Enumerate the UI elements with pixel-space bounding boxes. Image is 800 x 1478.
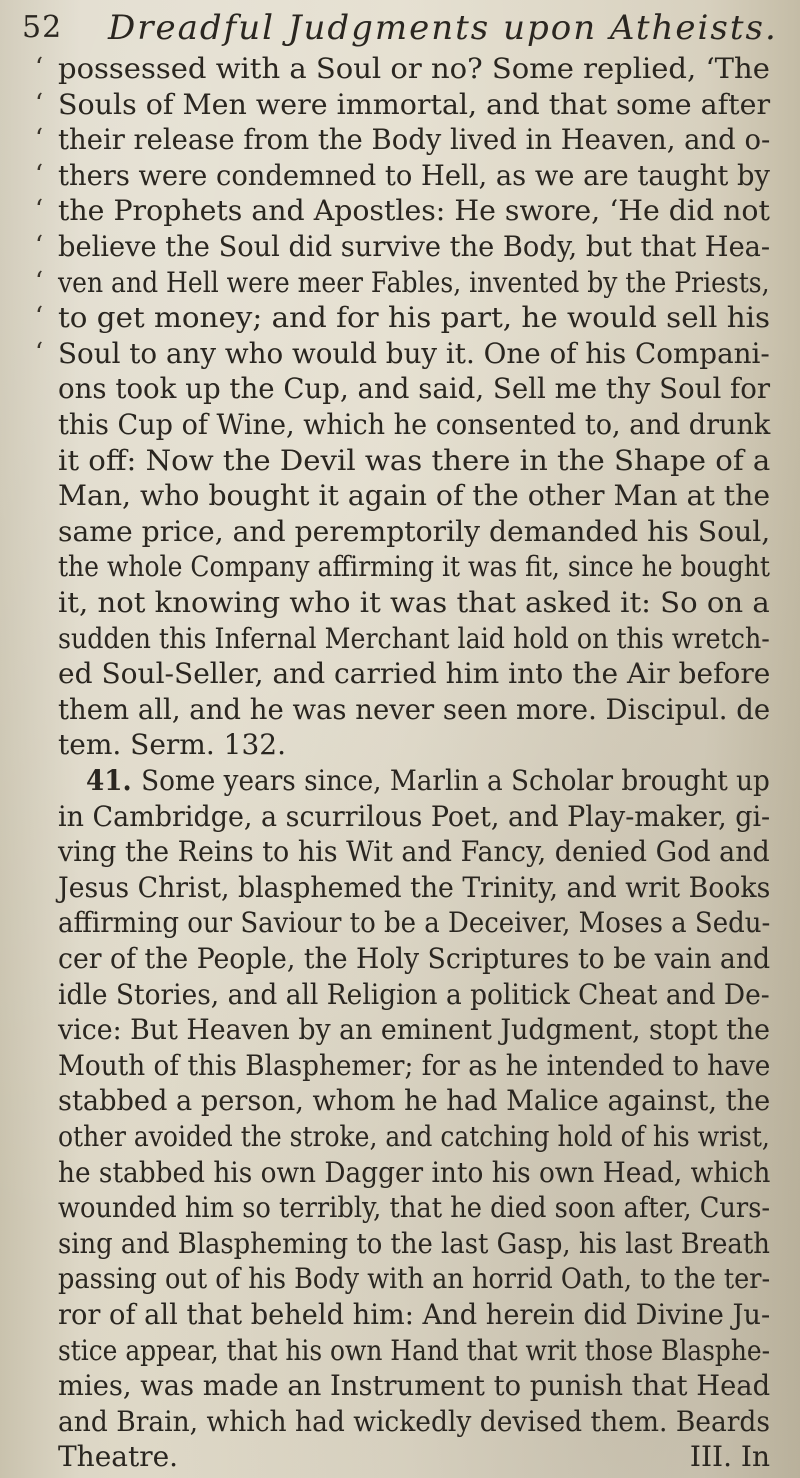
running-title: Dreadful Judgments upon Atheists. bbox=[108, 8, 778, 48]
text-line bbox=[0, 1225, 800, 1262]
line-text: Some years since, Marlin a Scholar brought up bbox=[141, 764, 770, 797]
line-text: their release from the Body lived in Heaven, and o- bbox=[58, 123, 771, 157]
text-line bbox=[0, 1154, 800, 1191]
line-text: sing and Blaspheming to the last Gasp, his last Breath bbox=[58, 1226, 770, 1260]
text-line bbox=[0, 299, 800, 336]
line-text: them all, and he was never seen more. Discipul. de bbox=[58, 692, 771, 726]
text-line bbox=[0, 513, 800, 550]
line-text: cer of the People, the Holy Scriptures to be vain and bbox=[58, 942, 771, 975]
text-line bbox=[0, 1118, 800, 1155]
quotation-mark: ‘ bbox=[34, 337, 44, 368]
text-line bbox=[0, 798, 800, 835]
quotation-mark: ‘ bbox=[34, 231, 44, 261]
text-line bbox=[0, 655, 800, 692]
text-line bbox=[0, 904, 800, 941]
text-line bbox=[0, 548, 800, 585]
text-line bbox=[0, 157, 800, 194]
text-line bbox=[0, 762, 800, 799]
line-text: tem. Serm. 132. bbox=[58, 728, 287, 762]
quotation-mark: ‘ bbox=[34, 53, 44, 83]
line-text: same price, and peremptorily demanded his Soul, bbox=[58, 514, 771, 548]
text-line bbox=[0, 726, 800, 763]
line-text: and Brain, which had wickedly devised them. Beards bbox=[58, 1404, 770, 1438]
text-line bbox=[0, 1082, 800, 1119]
line-text: affirming our Saviour to be a Deceiver, Moses a Sedu- bbox=[58, 906, 771, 940]
text-line bbox=[0, 1296, 800, 1333]
line-text: he stabbed his own Dagger into his own Head, which bbox=[58, 1155, 771, 1189]
quotation-mark: ‘ bbox=[34, 195, 44, 226]
line-text: vice: But Heaven by an eminent Judgment, stopt the bbox=[58, 1013, 770, 1047]
line-text: Souls of Men were immortal, and that some after bbox=[58, 87, 771, 121]
line-text: to get money; and for his part, he would sell his bbox=[58, 301, 771, 335]
quotation-mark: ‘ bbox=[34, 266, 44, 297]
quotation-mark: ‘ bbox=[34, 88, 44, 119]
line-text: stabbed a person, whom he had Malice against, the bbox=[58, 1084, 771, 1118]
line-text: ons took up the Cup, and said, Sell me thy Soul for bbox=[58, 372, 771, 406]
text-line bbox=[0, 976, 800, 1013]
text-line bbox=[0, 50, 800, 87]
line-text: Man, who bought it again of the other Man at the bbox=[58, 479, 771, 513]
line-text: thers were condemned to Hell, as we are taught by bbox=[58, 158, 770, 192]
line-text: ed Soul-Seller, and carried him into the Air before bbox=[58, 657, 771, 691]
text-line bbox=[0, 869, 800, 906]
text-line bbox=[0, 1047, 800, 1084]
line-text: Theatre. bbox=[58, 1440, 179, 1474]
line-text: Mouth of this Blasphemer; for as he intended to have bbox=[58, 1048, 771, 1082]
text-line bbox=[0, 1438, 800, 1475]
text-line bbox=[0, 442, 800, 479]
text-line bbox=[0, 86, 800, 123]
next-section-catchword: III. In bbox=[689, 1440, 770, 1474]
line-text: sudden this Infernal Merchant laid hold on this wretch- bbox=[58, 621, 770, 655]
text-line bbox=[0, 1332, 800, 1369]
text-line bbox=[0, 370, 800, 407]
page-number: 52 bbox=[22, 10, 63, 45]
line-text: passing out of his Body with an horrid Oath, to the ter- bbox=[58, 1262, 771, 1296]
text-line bbox=[0, 1011, 800, 1048]
line-text: the whole Company affirming it was fit, since he bought bbox=[58, 550, 770, 584]
text-line bbox=[0, 584, 800, 621]
text-line bbox=[0, 335, 800, 372]
line-text: Soul to any who would buy it. One of his Compani- bbox=[58, 336, 770, 370]
line-text: wounded him so terribly, that he died soon after, Curs- bbox=[58, 1191, 771, 1225]
line-text: believe the Soul did survive the Body, but that Hea- bbox=[58, 230, 771, 263]
line-text: ving the Reins to his Wit and Fancy, denied God and bbox=[58, 835, 770, 869]
line-text: ror of all that beheld him: And herein did Divine Ju- bbox=[58, 1298, 771, 1331]
text-line bbox=[0, 228, 800, 265]
text-line bbox=[0, 940, 800, 977]
text-line bbox=[0, 1403, 800, 1440]
quotation-mark: ‘ bbox=[34, 124, 44, 155]
line-text: stice appear, that his own Hand that writ those Blasphe- bbox=[58, 1333, 771, 1367]
quotation-mark: ‘ bbox=[34, 159, 44, 190]
line-text: ven and Hell were meer Fables, invented by the Priests, bbox=[58, 265, 770, 299]
line-text: mies, was made an Instrument to punish that Head bbox=[58, 1369, 771, 1403]
line-text: it off: Now the Devil was there in the Shape of a bbox=[58, 443, 771, 477]
text-line bbox=[0, 833, 800, 870]
text-line bbox=[0, 1189, 800, 1226]
text-line bbox=[0, 192, 800, 229]
text-line bbox=[0, 477, 800, 514]
line-text: possessed with a Soul or no? Some replied, ‘The bbox=[58, 52, 770, 85]
line-text: in Cambridge, a scurrilous Poet, and Play-maker, gi- bbox=[58, 799, 771, 833]
quotation-mark: ‘ bbox=[34, 302, 44, 333]
line-text: this Cup of Wine, which he consented to, and drunk bbox=[58, 408, 771, 441]
text-line bbox=[0, 1260, 800, 1297]
paragraph-number: 41. bbox=[86, 764, 132, 797]
running-head bbox=[0, 6, 800, 46]
text-line bbox=[0, 264, 800, 301]
line-text: other avoided the stroke, and catching hold of his wrist, bbox=[58, 1120, 770, 1153]
text-line bbox=[0, 691, 800, 728]
text-line bbox=[0, 406, 800, 443]
line-text: the Prophets and Apostles: He swore, ‘He did not bbox=[58, 194, 770, 228]
text-line bbox=[0, 620, 800, 657]
line-text: it, not knowing who it was that asked it: So on a bbox=[58, 586, 770, 619]
text-line bbox=[0, 1367, 800, 1404]
text-line bbox=[0, 121, 800, 158]
line-text: Jesus Christ, blasphemed the Trinity, and writ Books bbox=[58, 870, 771, 904]
line-text: idle Stories, and all Religion a politick Cheat and De- bbox=[58, 977, 770, 1011]
